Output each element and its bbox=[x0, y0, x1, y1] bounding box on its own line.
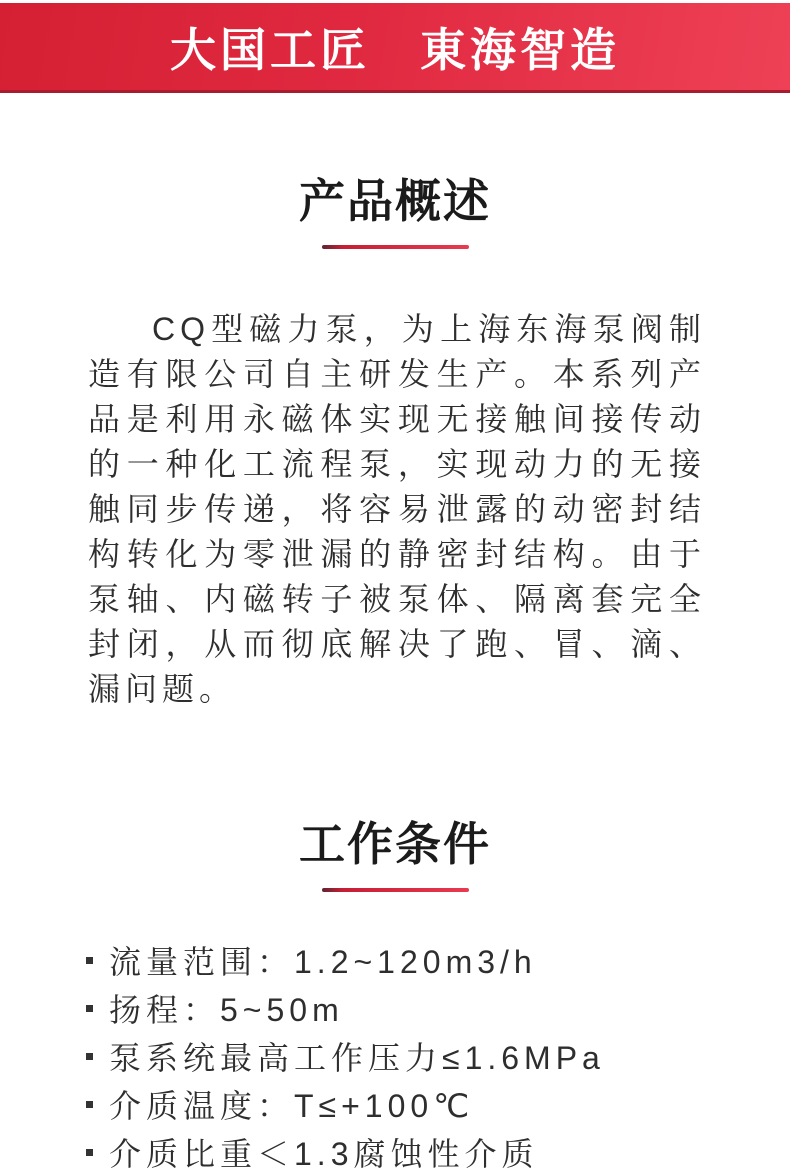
overview-section bbox=[0, 165, 790, 712]
condition-head: 扬程：5~50m bbox=[109, 992, 344, 1028]
condition-flow-range: 流量范围：1.2~120m3/h bbox=[109, 944, 537, 980]
conditions-section bbox=[0, 808, 790, 1176]
bullet-icon bbox=[86, 1101, 93, 1108]
list-item bbox=[86, 1032, 790, 1080]
product-detail-content bbox=[0, 165, 790, 1176]
bullet-icon bbox=[86, 1053, 93, 1060]
list-item bbox=[86, 984, 790, 1032]
product-overview-paragraph: CQ型磁力泵，为上海东海泵阀制造有限公司自主研发生产。本系列产品是利用永磁体实现无接触间接传动的一种化工流程泵，实现动力的无接触同步传递，将容易泄露的动密封结构转化为零泄漏的静密封结构。由于泵轴、内磁转子被泵体、隔离套完全封闭，从而彻底解决了跑、冒、滴、漏问题。 bbox=[88, 311, 706, 707]
list-item bbox=[86, 1128, 790, 1176]
list-item bbox=[86, 936, 790, 984]
top-banner bbox=[0, 3, 790, 93]
overview-section-title: 产品概述 bbox=[299, 175, 491, 227]
bullet-icon bbox=[86, 957, 93, 964]
condition-medium-temperature: 介质温度：T≤+100℃ bbox=[109, 1088, 475, 1124]
condition-medium-gravity: 介质比重＜1.3腐蚀性介质 bbox=[109, 1136, 539, 1172]
bullet-icon bbox=[86, 1149, 93, 1156]
condition-max-pressure: 泵系统最高工作压力≤1.6MPa bbox=[109, 1040, 605, 1076]
banner-title: 大国工匠 東海智造 bbox=[170, 23, 620, 76]
title-underline-accent bbox=[322, 245, 469, 249]
conditions-section-title: 工作条件 bbox=[299, 818, 491, 870]
list-item bbox=[86, 1080, 790, 1128]
title-underline-accent bbox=[322, 888, 469, 892]
conditions-list bbox=[0, 936, 790, 1176]
bullet-icon bbox=[86, 1005, 93, 1012]
